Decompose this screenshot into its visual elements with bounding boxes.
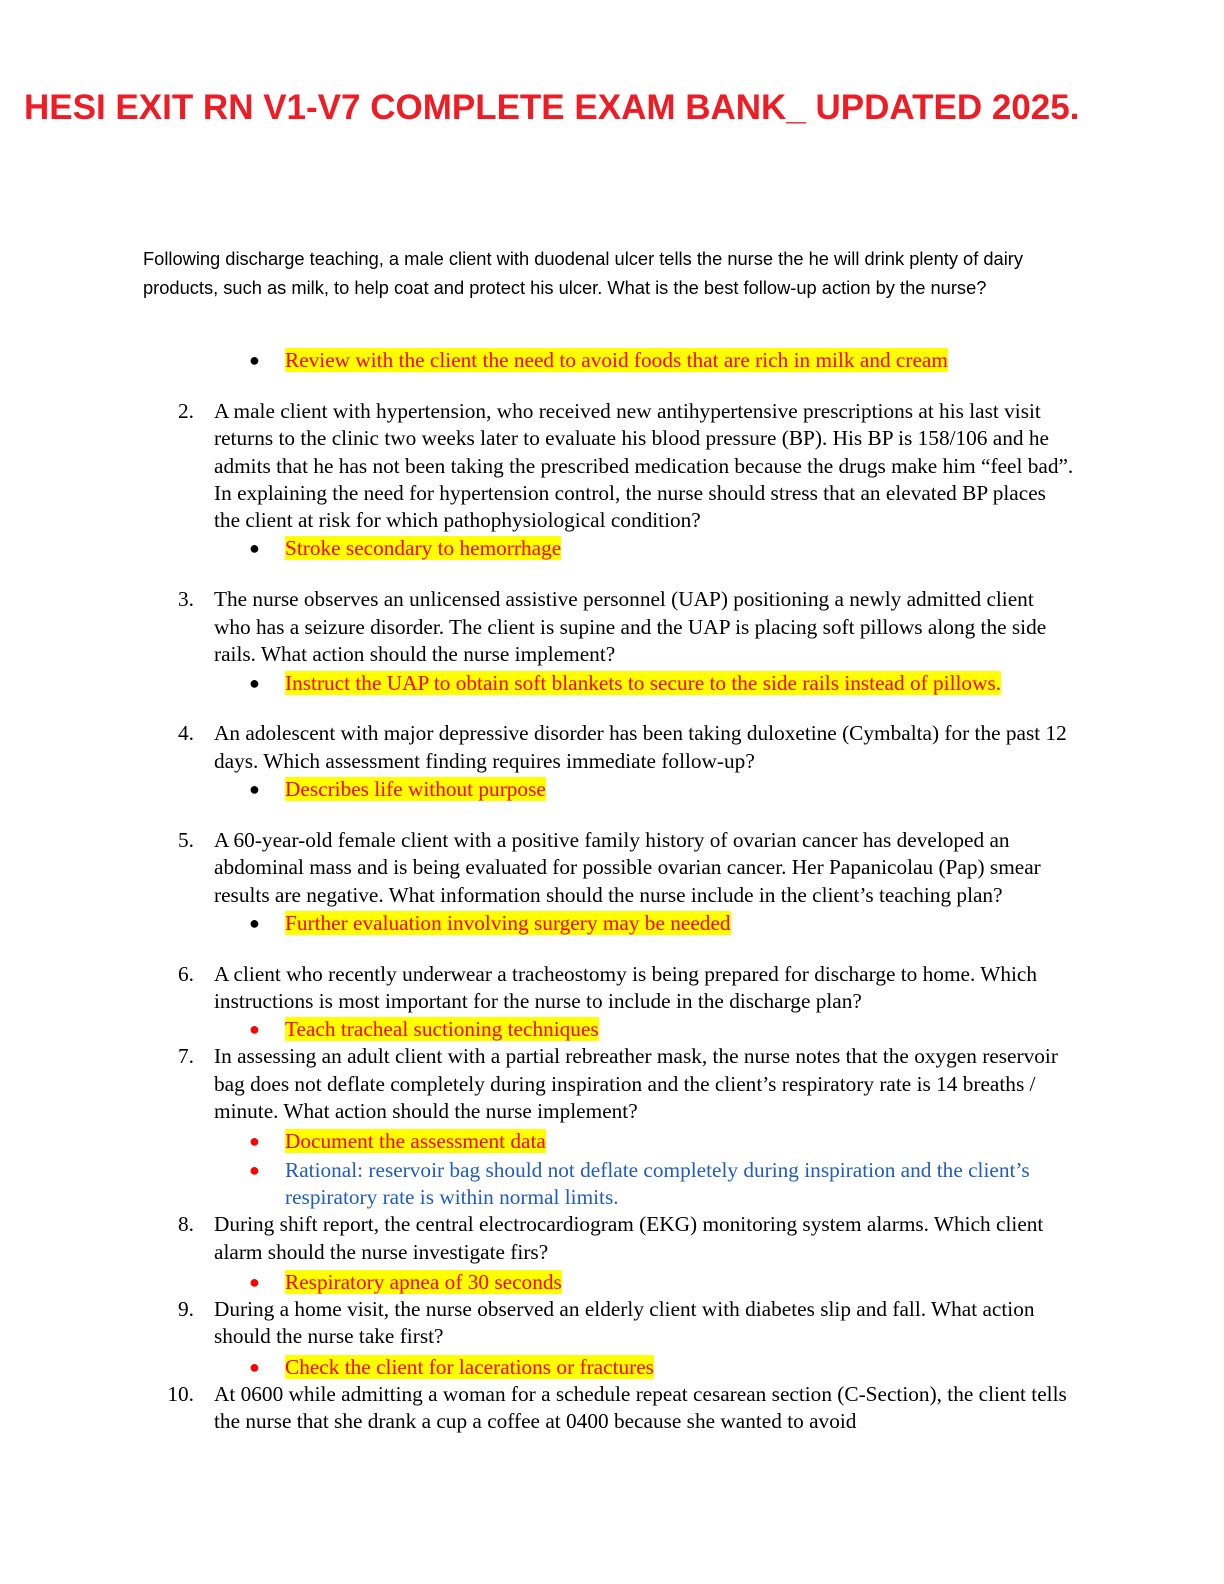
question-number: 3.	[178, 587, 194, 612]
answer-text: Describes life without purpose	[285, 776, 546, 801]
question-item	[0, 827, 1224, 909]
bullet-icon: ●	[249, 1160, 260, 1181]
answer-list	[0, 534, 1224, 562]
answer-text: Instruct the UAP to obtain soft blankets to secure to the side rails instead of pillows.	[285, 671, 1002, 696]
bullet-icon: ●	[249, 1356, 260, 1377]
question-text: In assessing an adult client with a partial rebreather mask, the nurse notes that the oxygen reservoir bag does not deflate completely during inspiration and the client’s respiratory rate is 14 breaths / minute. What action should the nurse implement?	[214, 1044, 1058, 1124]
question-text: At 0600 while admitting a woman for a schedule repeat cesarean section (C-Section), the client tells the nurse that she drank a cup a coffee at 0400 because she wanted to avoid	[214, 1381, 1067, 1433]
question-number: 10.	[167, 1381, 194, 1406]
question-text: During shift report, the central electrocardiogram (EKG) monitoring system alarms. Which client alarm should the nurse investigate firs?	[214, 1212, 1044, 1264]
question-1-answers	[0, 346, 1224, 374]
answer-item	[0, 1015, 1224, 1043]
question-item	[0, 961, 1224, 1016]
answer-list	[0, 775, 1224, 803]
question-item	[0, 1381, 1224, 1436]
question-number: 6.	[178, 961, 194, 986]
question-item	[0, 720, 1224, 775]
question-1-text: Following discharge teaching, a male client with duodenal ulcer tells the nurse the he will drink plenty of dairy products, such as milk, to help coat and protect his ulcer. What is the best follow-up action by the nurse?	[143, 248, 1024, 298]
answer-text: Check the client for lacerations or fractures	[285, 1354, 654, 1379]
answer-list	[0, 909, 1224, 937]
bullet-icon: ●	[249, 1271, 260, 1292]
answer-text: Review with the client the need to avoid foods that are rich in milk and cream	[285, 348, 948, 372]
answer-list	[0, 1353, 1224, 1381]
answer-item	[0, 534, 1224, 562]
answer-item	[0, 1127, 1224, 1155]
answer-text: Further evaluation involving surgery may be needed	[285, 910, 731, 935]
question-item	[0, 1296, 1224, 1351]
question-text: A 60-year-old female client with a positive family history of ovarian cancer has developed an abdominal mass and is being evaluated for possible ovarian cancer. Her Papanicolau (Pap) smear results are negative. What information should the nurse include in the client’s teaching plan?	[214, 827, 1041, 907]
question-item	[0, 1043, 1224, 1125]
document-title: HESI EXIT RN V1-V7 COMPLETE EXAM BANK_ UPDATED 2025.	[24, 88, 1080, 127]
bullet-icon: ●	[249, 912, 260, 933]
question-item	[0, 398, 1224, 534]
answer-text: Teach tracheal suctioning techniques	[285, 1017, 599, 1042]
answer-item	[0, 775, 1224, 803]
answer-item	[0, 1353, 1224, 1381]
answer-text: Stroke secondary to hemorrhage	[285, 536, 562, 561]
bullet-icon: ●	[249, 350, 260, 370]
bullet-icon: ●	[249, 673, 260, 694]
question-text: An adolescent with major depressive disorder has been taking duloxetine (Cymbalta) for the past 12 days. Which assessment finding requires immediate follow-up?	[214, 721, 1067, 773]
bullet-icon: ●	[249, 1019, 260, 1040]
question-text: The nurse observes an unlicensed assistive personnel (UAP) positioning a newly admitted client who has a seizure disorder. The client is supine and the UAP is placing soft pillows along the side rails. What action should the nurse implement?	[214, 587, 1047, 667]
answer-text: Document the assessment data	[285, 1129, 546, 1154]
bullet-icon: ●	[249, 1131, 260, 1152]
answer-item	[0, 668, 1005, 698]
answer-text: Respiratory apnea of 30 seconds	[285, 1269, 562, 1294]
answer-item	[0, 346, 1224, 374]
question-number: 9.	[178, 1296, 194, 1321]
question-text: During a home visit, the nurse observed an elderly client with diabetes slip and fall. What action should the nurse take first?	[214, 1296, 1035, 1349]
question-number: 4.	[178, 721, 194, 746]
question-number: 2.	[178, 399, 194, 423]
bullet-icon: ●	[249, 538, 260, 559]
question-item	[0, 1211, 1224, 1266]
answer-list	[0, 1268, 1224, 1296]
question-text: A male client with hypertension, who received new antihypertensive prescriptions at his last visit returns to the clinic two weeks later to evaluate his blood pressure (BP). His BP is 158/106 and he admits that he has not been taking the prescribed medication because the drugs make him “feel bad”. In explaining the need for hypertension control, the nurse should stress that an elevated BP places the client at risk for which pathophysiological condition?	[214, 399, 1074, 533]
question-number: 5.	[178, 827, 194, 852]
question-number: 7.	[178, 1044, 194, 1069]
bullet-icon: ●	[249, 778, 260, 799]
rationale-item	[0, 1157, 1045, 1211]
question-text: A client who recently underwear a tracheostomy is being prepared for discharge to home. Which instructions is most important for the nurse to include in the discharge plan?	[214, 961, 1037, 1014]
question-item	[0, 586, 1224, 668]
answer-list	[0, 1127, 1224, 1211]
rationale-text: Rational: reservoir bag should not deflate completely during inspiration and the client’s respiratory rate is within normal limits.	[285, 1158, 1030, 1210]
answer-item	[0, 1268, 1224, 1296]
question-number: 8.	[178, 1212, 194, 1237]
question-list	[0, 346, 1224, 1435]
answer-list	[0, 1015, 1224, 1043]
answer-item	[0, 909, 1224, 937]
answer-list	[0, 668, 1224, 698]
